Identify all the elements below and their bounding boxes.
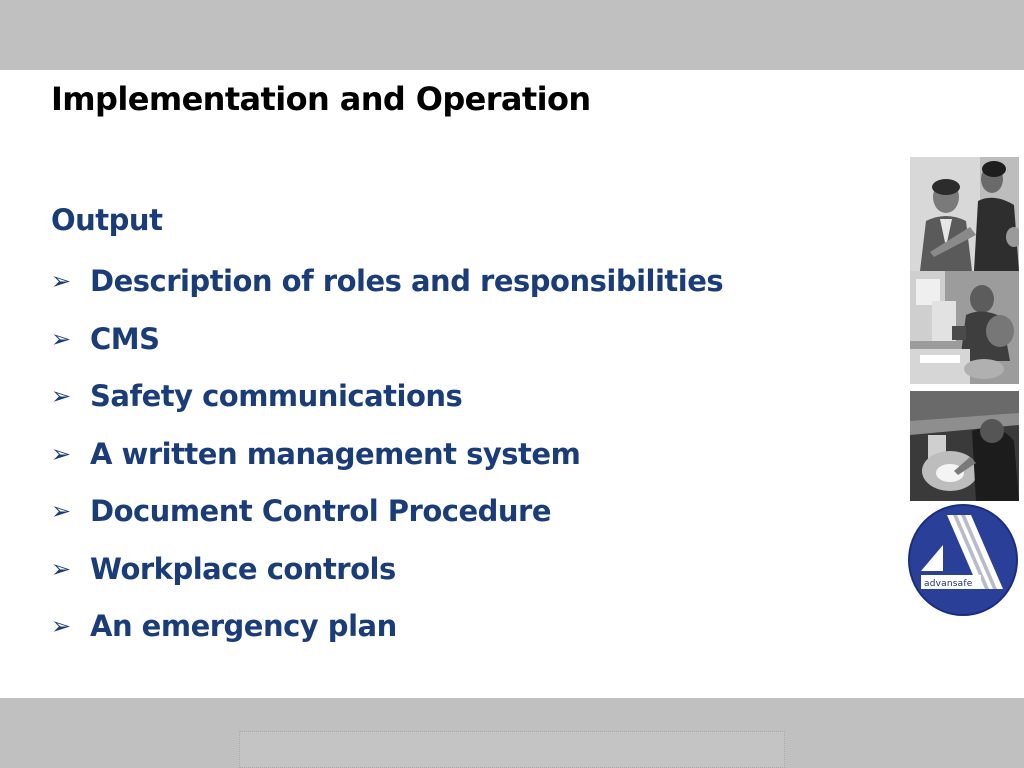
- bullet-text: An emergency plan: [90, 609, 397, 643]
- bullet-item: [51, 548, 723, 606]
- bullet-text: CMS: [90, 321, 160, 356]
- arrow-bullet-icon: ➢: [51, 267, 72, 295]
- footer-placeholder-box: [239, 731, 785, 768]
- bullet-text: Document Control Procedure: [90, 494, 552, 528]
- arrow-bullet-icon: ➢: [51, 324, 72, 353]
- photo-welding: [910, 391, 1019, 501]
- bullet-list: [51, 260, 723, 663]
- bullet-item: [51, 375, 723, 433]
- advansafe-logo: [907, 503, 1019, 617]
- bullet-text: Description of roles and responsibilities: [90, 264, 724, 298]
- logo-wordmark: advansafe: [924, 579, 973, 589]
- arrow-bullet-icon: ➢: [51, 497, 72, 525]
- arrow-bullet-icon: ➢: [51, 612, 72, 640]
- bullet-item: [51, 433, 723, 491]
- bullet-item: [51, 605, 723, 663]
- slide-title: Implementation and Operation: [51, 80, 591, 118]
- bullet-text: Safety communications: [90, 379, 463, 413]
- bullet-text: A written management system: [90, 436, 581, 471]
- arrow-bullet-icon: ➢: [51, 554, 72, 583]
- bullet-item: [51, 490, 723, 548]
- bullet-item: [51, 260, 723, 318]
- bullet-text: Workplace controls: [90, 551, 396, 586]
- bullet-item: [51, 318, 723, 376]
- header-band: [0, 0, 1024, 70]
- section-subheading: Output: [51, 203, 163, 237]
- arrow-bullet-icon: ➢: [51, 439, 72, 468]
- arrow-bullet-icon: ➢: [51, 382, 72, 410]
- photo-team-pointing: [910, 157, 1019, 271]
- photo-office-computers: [910, 271, 1019, 384]
